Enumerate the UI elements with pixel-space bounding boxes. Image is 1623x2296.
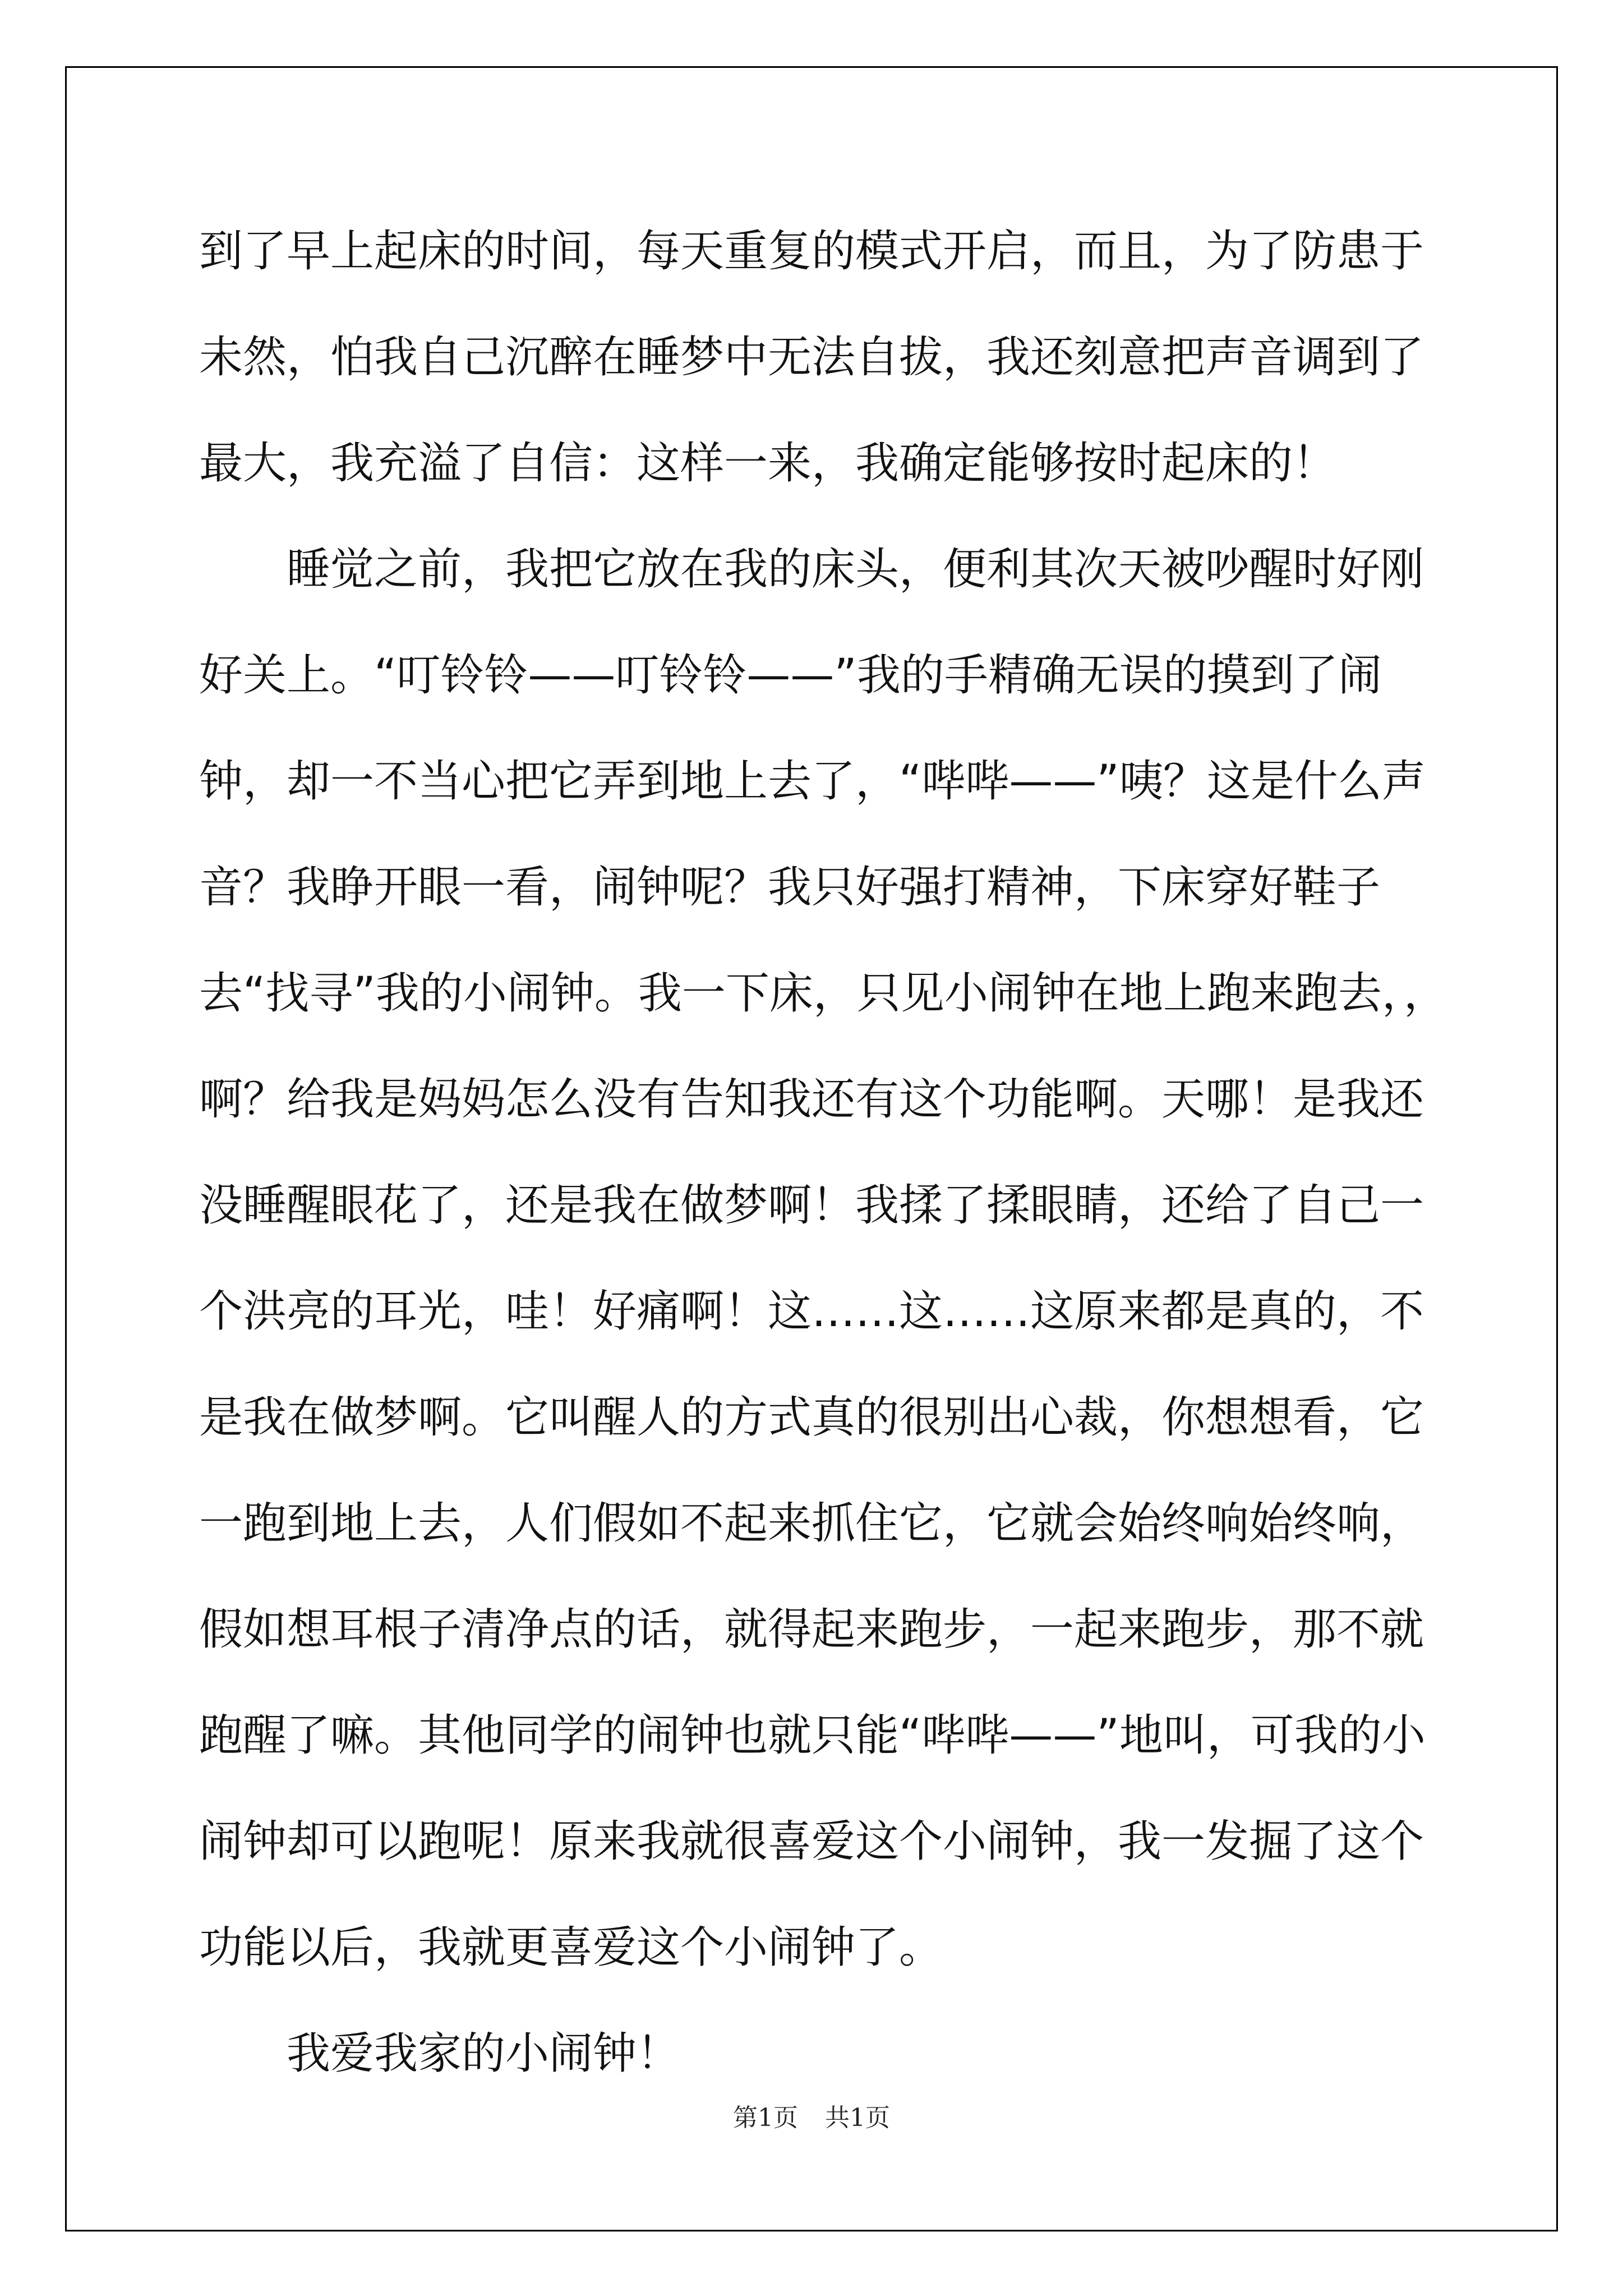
paragraph-3: 我爱我家的小闹钟！ [287, 2028, 681, 2079]
page-number: 第1页 [733, 2104, 798, 2132]
paragraph-2: 睡觉之前，我把它放在我的床头，便利其次天被吵醒时好刚好关上。“叮铃铃——叮铃铃——”我的手精确无误的摸到了闹钟，却一不当心把它弄到地上去了，“哔哔——”咦？这是什么声音？我睁开眼一看，闹钟呢？我只好强打精神，下床穿好鞋子去“找寻”我的小闹钟。我一下床，只见小闹钟在地上跑来跑去，，啊？给我是妈妈怎么没有告知我还有这个功能啊。天哪！是我还没睡醒眼花了，还是我在做梦啊！我揉了揉眼睛，还给了自己一个洪亮的耳光，哇！好痛啊！这……这……这原来都是真的，不是我在做梦啊。它叫醒人的方式真的很别出心裁，你想想看，它一跑到地上去，人们假如不起来抓住它，它就会始终响始终响，假如想耳根子清净点的话，就得起来跑步，一起来跑步，那不就跑醒了嘛。其他同学的闹钟也就只能“哔哔——”地叫，可我的小闹钟却可以跑呢！原来我就很喜爱这个小闹钟，我一发掘了这个功能以后，我就更喜爱这个小闹钟了。 [199, 544, 1447, 1973]
paragraph-1: 到了早上起床的时间，每天重复的模式开启，而且，为了防患于未然，怕我自己沉醉在睡梦中无法自拔，我还刻意把声音调到了最大，我充溢了自信：这样一来，我确定能够按时起床的！ [199, 226, 1424, 489]
document-body [199, 199, 1455, 2107]
page-total: 共1页 [825, 2104, 890, 2132]
page-footer [0, 2101, 1623, 2135]
